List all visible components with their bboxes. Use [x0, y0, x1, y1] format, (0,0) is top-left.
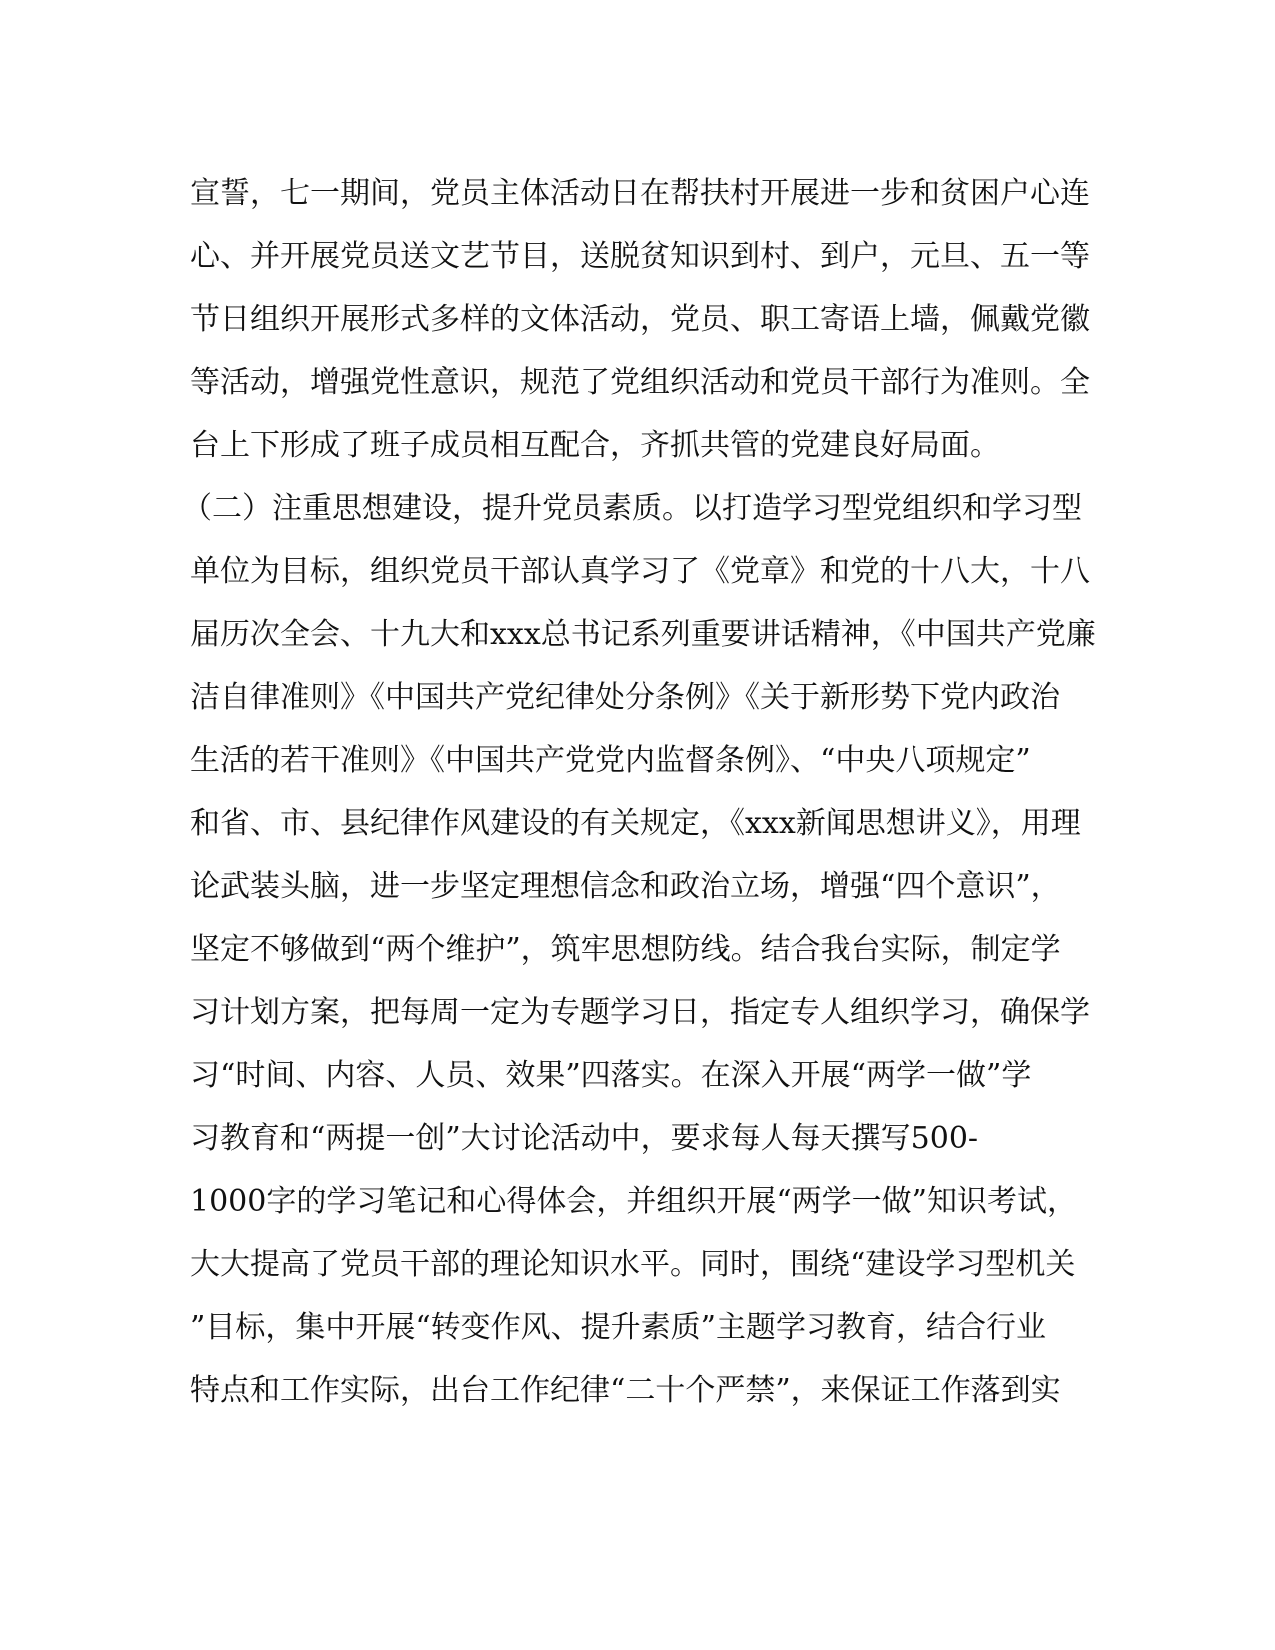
text-line: 1000字的学习笔记和心得体会，并组织开展“两学一做”知识考试，	[190, 1184, 1078, 1219]
section-heading-line: （二）注重思想建设，提升党员素质。以打造学习型党组织和学习型	[182, 491, 1082, 526]
text-line: 节日组织开展形式多样的文体活动，党员、职工寄语上墙，佩戴党徽	[190, 302, 1090, 337]
text-line: 台上下形成了班子成员相互配合，齐抓共管的党建良好局面。	[190, 428, 1000, 463]
text-line: 单位为目标，组织党员干部认真学习了《党章》和党的十八大，十八	[190, 554, 1090, 589]
text-line: 大大提高了党员干部的理论知识水平。同时，围绕“建设学习型机关	[190, 1247, 1076, 1282]
text-line: 习计划方案，把每周一定为专题学习日，指定专人组织学习，确保学	[190, 995, 1090, 1030]
text-line: 论武装头脑，进一步坚定理想信念和政治立场，增强“四个意识”，	[190, 869, 1061, 904]
text-line: 洁自律准则》《中国共产党纪律处分条例》《关于新形势下党内政治	[190, 680, 1060, 715]
text-line: 心、并开展党员送文艺节目，送脱贫知识到村、到户，元旦、五一等	[190, 239, 1090, 274]
text-line: 宣誓，七一期间，党员主体活动日在帮扶村开展进一步和贫困户心连	[190, 176, 1090, 211]
text-line: 习“时间、内容、人员、效果”四落实。在深入开展“两学一做”学	[190, 1058, 1032, 1093]
text-line: 届历次全会、十九大和xxx总书记系列重要讲话精神，《中国共产党廉	[190, 617, 1096, 652]
text-line: 和省、市、县纪律作风建设的有关规定，《xxx新闻思想讲义》，用理	[190, 806, 1081, 841]
text-line: 习教育和“两提一创”大讨论活动中，要求每人每天撰写500-	[190, 1121, 979, 1156]
text-line: 生活的若干准则》《中国共产党党内监督条例》、“中央八项规定”	[190, 743, 1031, 778]
text-line: 特点和工作实际，出台工作纪律“二十个严禁”，来保证工作落到实	[190, 1373, 1061, 1408]
text-line: 等活动，增强党性意识，规范了党组织活动和党员干部行为准则。全	[190, 365, 1090, 400]
text-line: ”目标，集中开展“转变作风、提升素质”主题学习教育，结合行业	[190, 1310, 1047, 1345]
text-line: 坚定不够做到“两个维护”，筑牢思想防线。结合我台实际，制定学	[190, 932, 1061, 967]
body-text	[182, 162, 1096, 1422]
